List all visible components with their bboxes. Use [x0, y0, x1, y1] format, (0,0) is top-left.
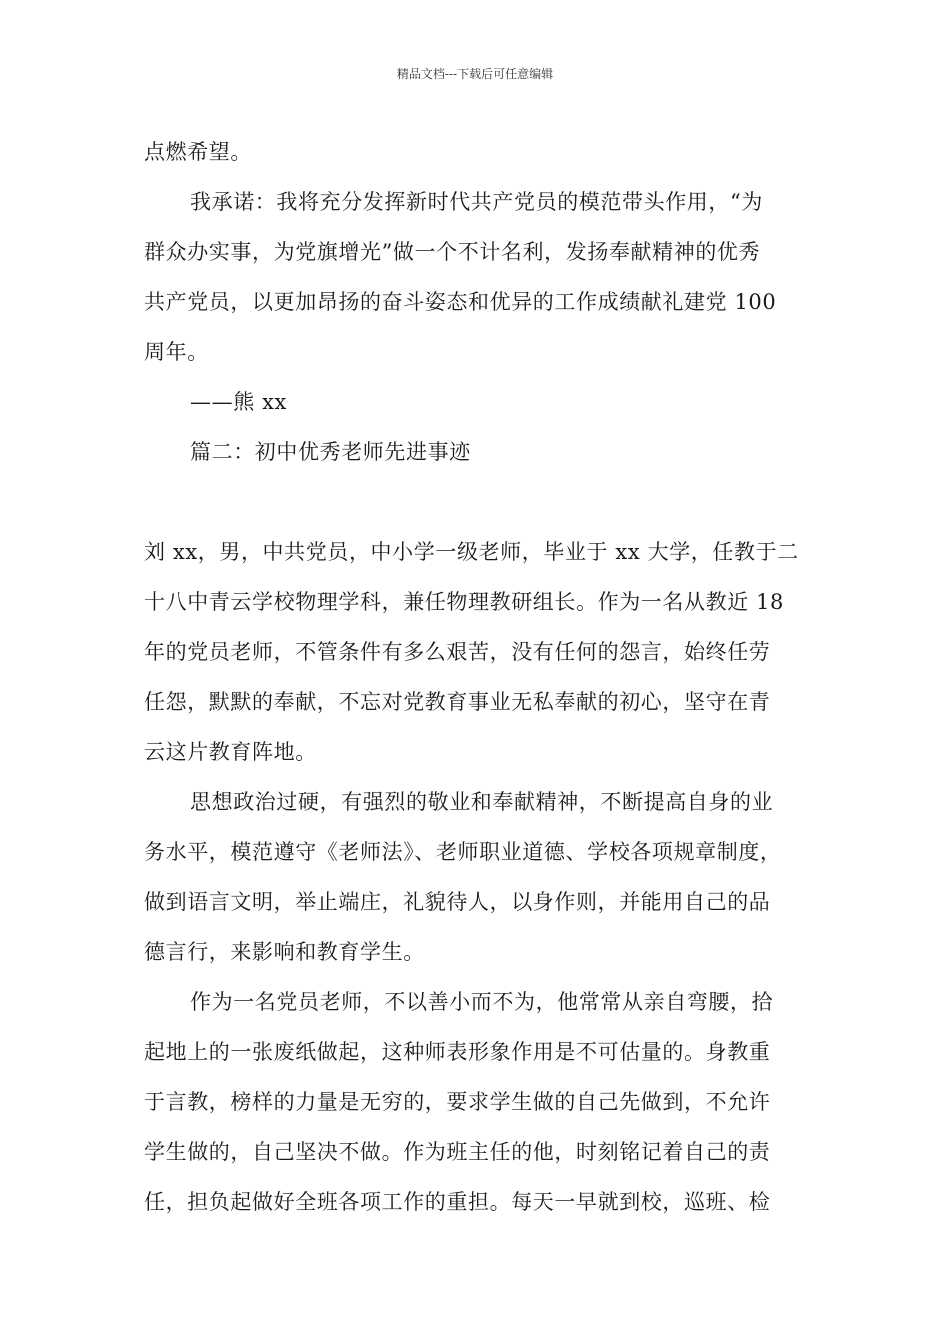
body-line: 德言行，来影响和教育学生。	[144, 940, 425, 964]
page-header: 精品文档---下载后可任意编辑	[396, 67, 554, 81]
body-line: 务水平，模范遵守《老师法》、老师职业道德、学校各项规章制度，	[144, 840, 782, 864]
body-line: 于言教，榜样的力量是无穷的，要求学生做的自己先做到，不允许	[144, 1090, 771, 1114]
body-line: 作为一名党员老师，不以善小而不为，他常常从亲自弯腰，拾	[190, 990, 774, 1014]
body-line: 任怨，默默的奉献，不忘对党教育事业无私奉献的初心，坚守在青	[144, 690, 771, 714]
body-line: 年的党员老师，不管条件有多么艰苦，没有任何的怨言，始终任劳	[144, 640, 771, 664]
body-line: 学生做的，自己坚决不做。作为班主任的他，时刻铭记着自己的责	[144, 1140, 771, 1164]
body-line: 起地上的一张废纸做起，这种师表形象作用是不可估量的。身教重	[144, 1040, 771, 1064]
body-line: 周年。	[144, 340, 209, 364]
body-line: 做到语言文明，举止端庄，礼貌待人，以身作则，并能用自己的品	[144, 890, 771, 914]
section-heading: 篇二：初中优秀老师先进事迹	[190, 440, 471, 464]
body-line: 十八中青云学校物理学科，兼任物理教研组长。作为一名从教近 18	[144, 590, 784, 614]
body-line: 刘 xx，男，中共党员，中小学一级老师，毕业于 xx 大学，任教于二	[144, 540, 799, 564]
body-line: 任，担负起做好全班各项工作的重担。每天一早就到校，巡班、检	[144, 1190, 771, 1214]
signature-line: ——熊 xx	[190, 390, 287, 414]
body-line: 群众办实事，为党旗增光”做一个不计名利，发扬奉献精神的优秀	[144, 240, 761, 264]
body-line: 云这片教育阵地。	[144, 740, 317, 764]
body-line: 共产党员，以更加昂扬的奋斗姿态和优异的工作成绩献礼建党 100	[144, 290, 777, 314]
body-line: 思想政治过硬，有强烈的敬业和奉献精神，不断提高自身的业	[190, 790, 774, 814]
body-line: 我承诺：我将充分发挥新时代共产党员的模范带头作用，“为	[190, 190, 763, 214]
body-line: 点燃希望。	[144, 140, 252, 164]
